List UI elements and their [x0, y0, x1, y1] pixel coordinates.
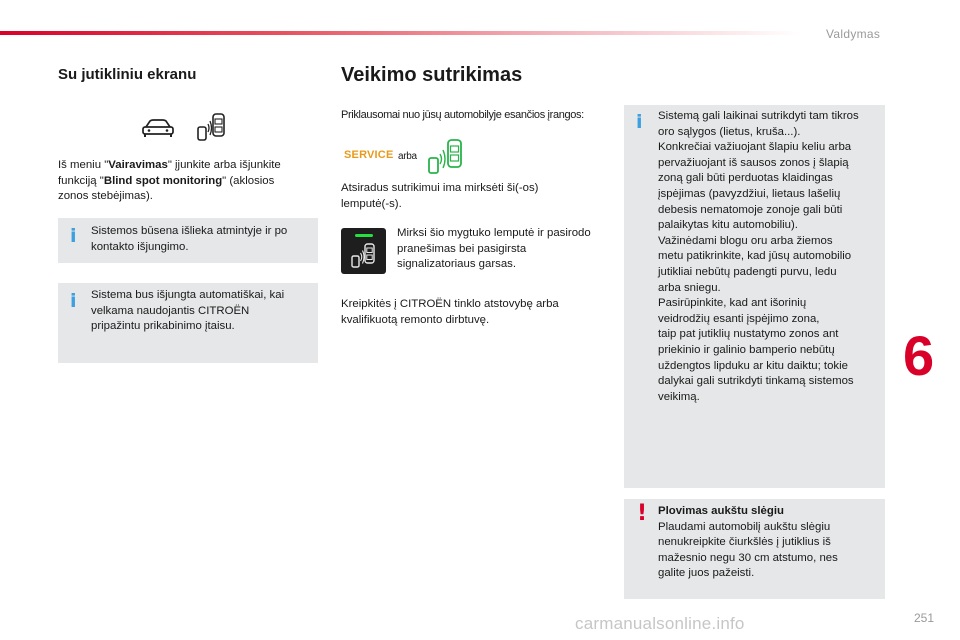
- button-flash-text: Mirksi šio mygtuko lemputė ir pasirodo pranešimas bei pasigirsta signalizatoriaus garsas.: [397, 227, 591, 271]
- info-box-memory: [58, 218, 318, 263]
- pressure-wash-line: nenukreipkite čiurkšlės į jutiklius iš: [658, 536, 831, 549]
- button-led-indicator: [355, 234, 373, 237]
- weather-line: uždengtos lipduku ar kitu daiktu; tokie: [658, 359, 848, 372]
- pressure-wash-line: Plaudami automobilį aukštu slėgiu: [658, 520, 831, 533]
- info-towing-text: Sistema bus išjungta automatiškai, kai velkama naudojantis CITROËN pripažintu prikabinimo įtaisu.: [91, 289, 285, 333]
- instructions-part-2: " įjunkite arba išjunkite funkciją ": [58, 159, 281, 187]
- pressure-wash-text: [658, 504, 884, 582]
- weather-line: Sistemą gali laikinai sutrikdyti tam tikros: [658, 110, 859, 122]
- weather-line: arba sniegu.: [658, 281, 721, 294]
- contact-dealer-text: Kreipkitės į CITROËN tinklo atstovybę arba kvalifikuotą remonto dirbtuvę.: [341, 298, 559, 326]
- weather-line: Važinėdami blogu oru arba žiemos: [658, 234, 833, 247]
- weather-line: veikimą.: [658, 390, 700, 403]
- blind-spot-icon: [350, 242, 378, 270]
- pressure-wash-title: Plovimas aukštu slėgiu: [658, 505, 784, 517]
- warning-exclamation-icon: !: [637, 501, 648, 526]
- weather-line: pervažiuojant iš sausos zonos į šlapią: [658, 156, 849, 169]
- chapter-number: 6: [903, 324, 935, 387]
- section-title: Valdymas: [826, 27, 881, 41]
- service-warning-light: SERVICE: [344, 149, 394, 161]
- pressure-wash-line: galite juos pažeisti.: [658, 567, 755, 580]
- page-number: 251: [914, 611, 935, 625]
- weather-line: priekinio ir galinio bamperio nebūtų: [658, 343, 835, 356]
- car-icon: [141, 118, 175, 138]
- menu-name: Vairavimas: [108, 159, 168, 171]
- or-label: arba: [398, 151, 417, 162]
- instructions-part-1: Iš meniu ": [58, 159, 109, 171]
- weather-line: metu patikrinkite, kad jūsų automobilio: [658, 250, 852, 263]
- function-name: Blind spot monitoring: [103, 174, 223, 187]
- info-box-towing: [58, 283, 318, 363]
- touchscreen-instructions: [58, 158, 306, 205]
- info-icon: i: [70, 290, 77, 312]
- malfunction-heading: Veikimo sutrikimas: [341, 64, 523, 86]
- info-icon: i: [70, 225, 77, 247]
- weather-line: Pasirūpinkite, kad ant išorinių: [658, 297, 807, 310]
- weather-line: įspėjimas (pavyzdžiui, lietaus lašelių: [658, 187, 841, 200]
- pressure-wash-line: mažesnio negu 30 cm atstumo, nes: [658, 551, 838, 564]
- weather-line: veidrodžių esanti įspėjimo zona,: [658, 312, 820, 325]
- blind-spot-icon: [196, 112, 228, 142]
- equipment-intro: Priklausomai nuo jūsų automobilyje esančios įrangos:: [341, 109, 584, 121]
- info-box-weather: [624, 105, 885, 488]
- info-icon: i: [636, 111, 643, 133]
- info-memory-text: Sistemos būsena išlieka atmintyje ir po kontakto išjungimo.: [91, 225, 288, 253]
- blind-spot-warning-light-icon: [426, 137, 466, 177]
- touchscreen-heading: Su jutikliniu ekranu: [58, 66, 197, 83]
- blind-spot-button: [341, 228, 386, 274]
- weather-line: dalykai gali sutrikdyti tinkamą sistemos: [658, 375, 854, 388]
- watermark: carmanualsonline.info: [575, 614, 745, 633]
- instructions-part-3: " (aklosios zonos stebėjimas).: [58, 174, 275, 203]
- warning-box-pressure-wash: [624, 499, 885, 599]
- weather-info-text: [658, 109, 884, 405]
- header-color-bar: [0, 31, 800, 35]
- weather-line: oro sąlygos (lietus, kruša...).: [658, 125, 801, 138]
- weather-line: jutikliai nebūtų padengti purvu, ledu: [658, 265, 837, 278]
- weather-line: palaikytas kitu automobiliu).: [658, 219, 798, 232]
- weather-line: debesis nematomoje zonoje gali būti: [658, 203, 843, 216]
- weather-line: zoną gali būti perduotas klaidingas: [658, 172, 833, 185]
- weather-line: taip pat jutiklių nustatymo zonos ant: [658, 328, 839, 341]
- fault-text: Atsiradus sutrikimui ima mirksėti ši(-os) lemputė(-s).: [341, 182, 539, 210]
- weather-line: Konkrečiai važiuojant šlapiu keliu arba: [658, 141, 852, 154]
